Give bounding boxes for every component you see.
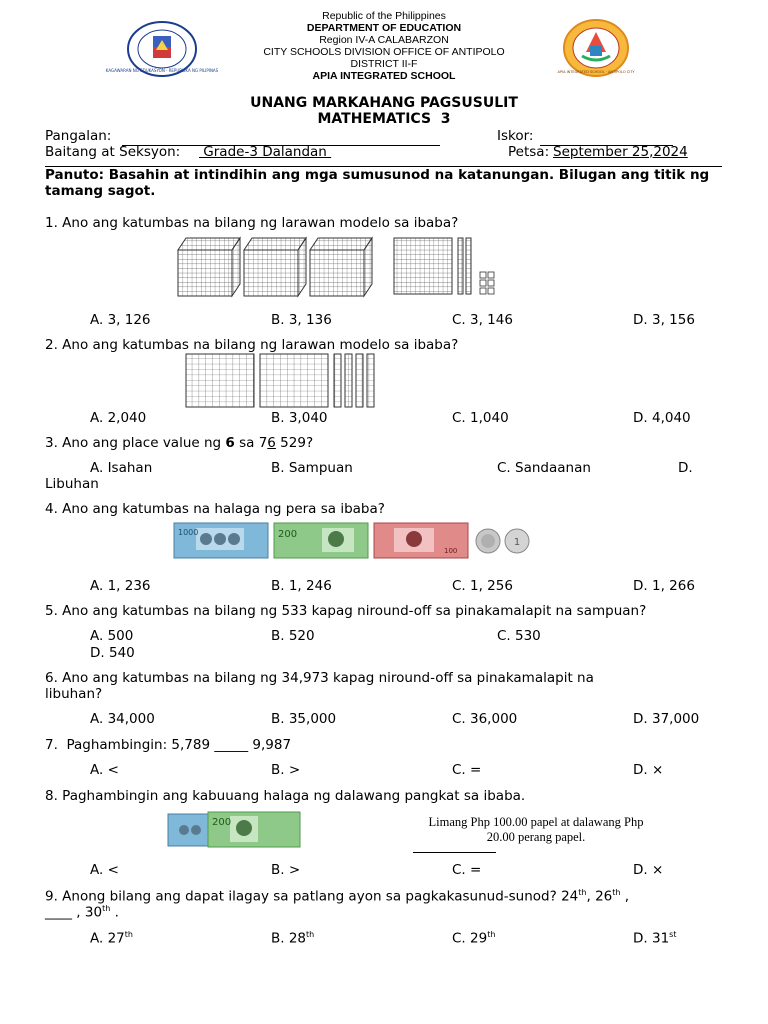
q8-option-b[interactable]: B. > bbox=[271, 862, 301, 878]
question-6: 6. Ano ang katumbas na bilang ng 34,973 kapag niround-off sa pinakamalapit na bbox=[45, 670, 594, 686]
coin-value: 1 bbox=[513, 537, 521, 548]
ones-units bbox=[480, 272, 494, 294]
q4-option-b[interactable]: B. 1, 246 bbox=[271, 578, 332, 594]
ten-rod bbox=[466, 238, 471, 294]
bill-100 bbox=[374, 523, 468, 558]
section-value: Grade-3 Dalandan bbox=[199, 144, 332, 160]
q8-answer-blank[interactable] bbox=[413, 852, 496, 853]
q2-option-d[interactable]: D. 4,040 bbox=[633, 410, 691, 426]
q4-option-d[interactable]: D. 1, 266 bbox=[633, 578, 695, 594]
question-8: 8. Paghambingin ang kabuuang halaga ng dalawang pangkat sa ibaba. bbox=[45, 788, 526, 804]
q9-option-d[interactable]: D. 31st bbox=[633, 930, 677, 947]
hundred-flat bbox=[260, 354, 328, 407]
ten-rod bbox=[334, 354, 341, 407]
q3-option-d[interactable]: D. bbox=[678, 460, 693, 476]
q8-option-d[interactable]: D. × bbox=[633, 862, 664, 878]
q3-option-c[interactable]: C. Sandaanan bbox=[497, 460, 591, 476]
instructions: Panuto: Basahin at intindihin ang mga sumusunod na katanungan. Bilugan ang titik ng tamang sagot. bbox=[45, 167, 710, 199]
q2-option-a[interactable]: A. 2,040 bbox=[90, 410, 147, 426]
money-q8 bbox=[168, 812, 302, 848]
q2-option-b[interactable]: B. 3,040 bbox=[271, 410, 328, 426]
q5-option-d[interactable]: D. 540 bbox=[90, 645, 135, 661]
question-3: 3. Ano ang place value ng 6 sa 76 529? bbox=[45, 435, 314, 451]
q8-note-line2: 20.00 perang papel. bbox=[486, 830, 586, 844]
ten-rod bbox=[356, 354, 363, 407]
q8-note-line1: Limang Php 100.00 papel at dalawang Php bbox=[428, 815, 644, 829]
thousand-cube bbox=[244, 238, 306, 296]
date-value: September 25,2024 bbox=[553, 144, 688, 160]
deped-seal-text: KAGAWARAN NG EDUKASYON · REPUBLIKA NG PILIPINAS bbox=[105, 68, 219, 73]
department-line: DEPARTMENT OF EDUCATION bbox=[306, 22, 462, 34]
q6-option-c[interactable]: C. 36,000 bbox=[452, 711, 518, 727]
q7-option-b[interactable]: B. > bbox=[271, 762, 301, 778]
score-label: Iskor: bbox=[497, 128, 534, 144]
question-4: 4. Ano ang katumbas na halaga ng pera sa ibaba? bbox=[45, 501, 385, 517]
question-9: 9. Anong bilang ang dapat ilagay sa patlang ayon sa pagkakasunud-sunod? 24th, 26th , bbox=[45, 888, 630, 905]
q5-option-a[interactable]: A. 500 bbox=[90, 628, 134, 644]
q9-option-b[interactable]: B. 28th bbox=[271, 930, 315, 947]
bill-200-value: 200 bbox=[278, 529, 298, 540]
ten-rod bbox=[367, 354, 374, 407]
region-line: Region IV-A CALABARZON bbox=[319, 34, 449, 46]
ten-rod bbox=[458, 238, 463, 294]
bill-200-value: 200 bbox=[212, 817, 232, 828]
coin bbox=[505, 529, 529, 553]
q9-option-c[interactable]: C. 29th bbox=[452, 930, 496, 947]
bill-100-value: 100 bbox=[444, 547, 458, 555]
section-label: Baitang at Seksyon: bbox=[45, 144, 181, 160]
bill-200 bbox=[274, 523, 368, 558]
q7-option-d[interactable]: D. × bbox=[633, 762, 664, 778]
district-line: DISTRICT II-F bbox=[350, 58, 418, 70]
q1-option-d[interactable]: D. 3, 156 bbox=[633, 312, 695, 328]
q4-option-a[interactable]: A. 1, 236 bbox=[90, 578, 151, 594]
q2-option-c[interactable]: C. 1,040 bbox=[452, 410, 509, 426]
date-label: Petsa: bbox=[508, 144, 550, 160]
q3-option-b[interactable]: B. Sampuan bbox=[271, 460, 353, 476]
base-ten-blocks-q1 bbox=[176, 236, 498, 298]
q8-option-c[interactable]: C. = bbox=[452, 862, 482, 878]
thousand-cube bbox=[310, 238, 372, 296]
name-label: Pangalan: bbox=[45, 128, 112, 144]
subject-title: MATHEMATICS 3 bbox=[317, 111, 451, 127]
deped-seal bbox=[105, 20, 219, 78]
ten-rod bbox=[345, 354, 352, 407]
school-seal-text: APIA INTEGRATED SCHOOL · ANTIPOLO CITY bbox=[557, 70, 635, 74]
question-9-cont: ____ , 30th . bbox=[45, 904, 119, 921]
q9-option-a[interactable]: A. 27th bbox=[90, 930, 133, 947]
q7-option-a[interactable]: A. < bbox=[90, 762, 119, 778]
thousand-cube bbox=[178, 238, 240, 296]
question-1: 1. Ano ang katumbas na bilang ng larawan modelo sa ibaba? bbox=[45, 215, 459, 231]
q8-option-a[interactable]: A. < bbox=[90, 862, 119, 878]
q3-option-d-text[interactable]: Libuhan bbox=[45, 476, 99, 492]
q5-option-c[interactable]: C. 530 bbox=[497, 628, 541, 644]
q3-option-a[interactable]: A. Isahan bbox=[90, 460, 153, 476]
bill-1000-value: 1000 bbox=[178, 528, 199, 537]
money-q4 bbox=[174, 523, 534, 559]
hundred-flat bbox=[394, 238, 452, 294]
division-line: CITY SCHOOLS DIVISION OFFICE OF ANTIPOLO bbox=[263, 46, 505, 58]
q4-option-c[interactable]: C. 1, 256 bbox=[452, 578, 513, 594]
question-2: 2. Ano ang katumbas na bilang ng larawan modelo sa ibaba? bbox=[45, 337, 459, 353]
bill-200 bbox=[208, 812, 300, 847]
exam-title: UNANG MARKAHANG PAGSUSULIT bbox=[250, 95, 518, 111]
school-seal bbox=[557, 18, 635, 78]
q6-option-a[interactable]: A. 34,000 bbox=[90, 711, 155, 727]
q1-option-a[interactable]: A. 3, 126 bbox=[90, 312, 151, 328]
q5-option-b[interactable]: B. 520 bbox=[271, 628, 315, 644]
republic-line: Republic of the Philippines bbox=[322, 10, 446, 22]
q1-option-b[interactable]: B. 3, 136 bbox=[271, 312, 332, 328]
coin bbox=[476, 529, 500, 553]
q7-option-c[interactable]: C. = bbox=[452, 762, 482, 778]
q6-option-d[interactable]: D. 37,000 bbox=[633, 711, 700, 727]
q6-option-b[interactable]: B. 35,000 bbox=[271, 711, 337, 727]
hundred-flat bbox=[186, 354, 254, 407]
base-ten-blocks-q2 bbox=[185, 353, 377, 409]
question-7: 7. Paghambingin: 5,789 _____ 9,987 bbox=[45, 737, 292, 753]
school-line: APIA INTEGRATED SCHOOL bbox=[312, 70, 456, 82]
question-6-cont: libuhan? bbox=[45, 686, 103, 702]
q1-option-c[interactable]: C. 3, 146 bbox=[452, 312, 513, 328]
bill-1000 bbox=[168, 814, 212, 846]
question-5: 5. Ano ang katumbas na bilang ng 533 kapag niround-off sa pinakamalapit na sampuan? bbox=[45, 603, 647, 619]
bill-1000 bbox=[174, 523, 268, 558]
